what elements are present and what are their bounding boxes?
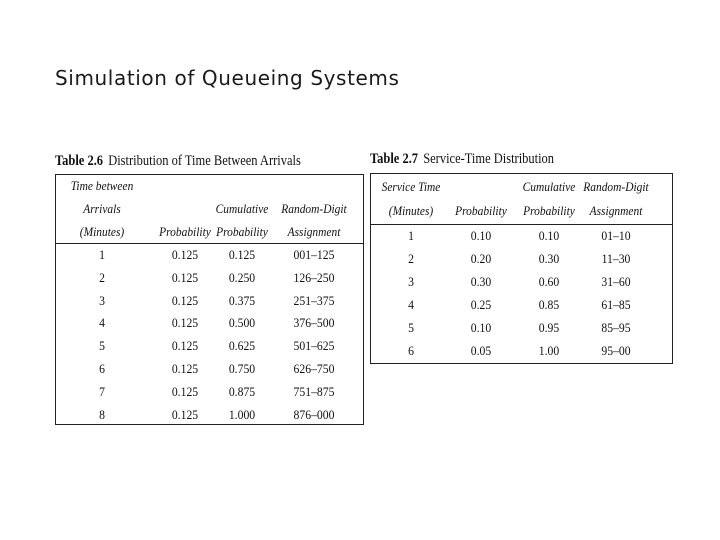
table-2-6-label: Table 2.6 — [55, 153, 104, 169]
table-cell: 0.125 — [171, 247, 199, 262]
column-header: Time between — [70, 178, 134, 193]
table-cell: 4 — [99, 315, 105, 331]
table-cell: 251–375 — [293, 292, 335, 308]
table-cell: 0.60 — [538, 274, 560, 289]
column-header: Arrivals — [83, 201, 121, 216]
header-rule — [56, 243, 363, 244]
table-cell: 5 — [408, 320, 414, 335]
table-2-6-caption — [55, 153, 301, 170]
table-cell: 0.125 — [171, 292, 199, 308]
table-2-7-label: Table 2.7 — [370, 151, 419, 167]
table-cell: 0.375 — [228, 292, 256, 308]
table-cell: 126–250 — [293, 269, 335, 285]
table-cell: 0.85 — [538, 297, 560, 312]
slide-title: Simulation of Queueing Systems — [55, 66, 400, 90]
table-cell: 0.125 — [171, 383, 199, 399]
table-cell: 0.125 — [171, 361, 199, 376]
column-header: Random-Digit — [583, 179, 649, 194]
table-cell: 3 — [408, 274, 414, 289]
table-cell: 1 — [408, 228, 414, 243]
table-cell: 1.000 — [228, 406, 256, 422]
column-header: Probability — [159, 224, 211, 239]
table-2-7-caption — [370, 151, 554, 168]
table-cell: 1.00 — [538, 343, 560, 358]
table-cell: 0.125 — [171, 338, 199, 354]
table-cell: 0.125 — [171, 406, 199, 422]
column-header: Probability — [523, 203, 575, 218]
service-time-table — [370, 173, 673, 364]
table-cell: 0.05 — [470, 343, 492, 358]
table-cell: 0.625 — [228, 338, 256, 354]
table-cell: 0.30 — [470, 274, 492, 289]
column-header: Service Time — [381, 179, 441, 194]
table-cell: 376–500 — [293, 315, 335, 331]
table-cell: 0.875 — [228, 383, 256, 399]
column-header: Random-Digit — [281, 201, 347, 216]
table-cell: 0.10 — [538, 228, 560, 243]
table-cell: 3 — [99, 292, 105, 308]
table-cell: 7 — [99, 383, 105, 399]
table-cell: 0.125 — [228, 247, 256, 262]
table-cell: 0.30 — [538, 251, 560, 266]
table-cell: 0.125 — [171, 269, 199, 285]
table-cell: 0.500 — [228, 315, 256, 331]
table-cell: 6 — [99, 361, 105, 376]
table-cell: 61–85 — [601, 297, 631, 312]
column-header: Cumulative — [522, 179, 576, 194]
table-cell: 501–625 — [293, 338, 335, 354]
table-cell: 0.10 — [470, 320, 492, 335]
table-cell: 2 — [408, 251, 414, 266]
column-header: (Minutes) — [388, 203, 434, 218]
table-cell: 0.125 — [171, 315, 199, 331]
column-header: Cumulative — [215, 201, 269, 216]
table-cell: 85–95 — [601, 320, 631, 335]
table-cell: 5 — [99, 338, 105, 354]
column-header: Assignment — [287, 224, 341, 239]
table-cell: 11–30 — [601, 251, 631, 266]
table-cell: 0.25 — [470, 297, 492, 312]
table-cell: 0.10 — [470, 228, 492, 243]
table-2-6-title: Distribution of Time Between Arrivals — [108, 153, 301, 169]
arrival-distribution-table — [55, 174, 364, 425]
column-header: (Minutes) — [79, 224, 125, 239]
table-cell: 2 — [99, 269, 105, 285]
table-cell: 0.750 — [228, 361, 256, 376]
table-cell: 01–10 — [601, 228, 631, 243]
table-cell: 0.95 — [538, 320, 560, 335]
column-header: Probability — [455, 203, 507, 218]
table-2-7-title: Service-Time Distribution — [423, 151, 555, 167]
table-cell: 4 — [408, 297, 414, 312]
table-cell: 31–60 — [601, 274, 631, 289]
table-cell: 626–750 — [293, 361, 335, 376]
table-cell: 876–000 — [293, 406, 335, 422]
table-cell: 001–125 — [293, 247, 335, 262]
column-header: Assignment — [589, 203, 643, 218]
table-cell: 751–875 — [293, 383, 335, 399]
table-cell: 0.250 — [228, 269, 256, 285]
table-cell: 0.20 — [470, 251, 492, 266]
table-cell: 95–00 — [601, 343, 631, 358]
header-rule — [371, 224, 672, 225]
table-cell: 1 — [99, 247, 105, 262]
table-cell: 8 — [99, 406, 105, 422]
column-header: Probability — [216, 224, 268, 239]
table-cell: 6 — [408, 343, 414, 358]
